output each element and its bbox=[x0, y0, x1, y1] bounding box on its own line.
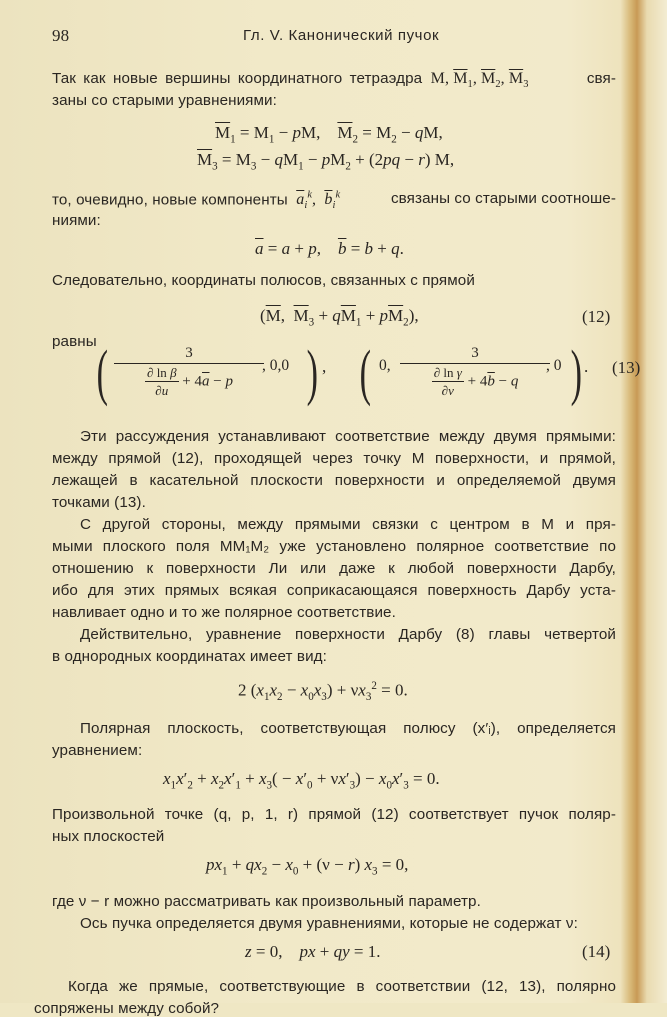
equation-b: $\overline{a} = a + p$, $\overline{b} = b + q$. bbox=[255, 239, 404, 258]
running-title: Гл. V. Канонический пучок bbox=[243, 27, 440, 44]
equation-13-left-fraction bbox=[114, 345, 264, 399]
equation-13-right-fraction bbox=[400, 345, 550, 399]
paragraph-2-line-2: ниями: bbox=[52, 212, 101, 229]
left-paren: ( bbox=[96, 339, 109, 407]
paragraph-5-line-1: Эти рассуждения устанавливают соответствие между двумя прямыми: bbox=[80, 428, 616, 445]
paragraph-8-line-2: уравнением: bbox=[52, 742, 143, 759]
right-paren: ) bbox=[306, 339, 319, 407]
period: . bbox=[584, 357, 589, 376]
paragraph-6-line-4: ибо для этих прямых всякая соприкасающаяся поверхность Дарбу уста- bbox=[52, 582, 616, 599]
paragraph-4: равны bbox=[52, 333, 97, 350]
equation-13-right-head: 0, bbox=[379, 357, 391, 374]
paragraph-1-line-1 bbox=[52, 70, 616, 90]
paragraph-9-line-1: Произвольной точке (q, p, 1, r) прямой (12) соответствует пучок поляр- bbox=[52, 806, 616, 823]
denominator: $\frac{\text{∂ ln γ}}{\partial v}$ + $4\overline{b} - q$ bbox=[433, 365, 519, 398]
equation-14: z = 0, px + qy = 1. bbox=[245, 942, 381, 961]
left-paren: ( bbox=[359, 339, 372, 407]
equation-number-12: (12) bbox=[582, 307, 611, 326]
text-run: то, очевидно, новые компоненты bbox=[52, 191, 288, 209]
equation-13-left-tail: , 0,0 bbox=[262, 357, 290, 374]
paragraph-6-line-3: отношению к поверхности Ли или даже к любой поверхности Дарбу, bbox=[52, 560, 616, 577]
equation-pencil: $px_1 + qx_2 - x_0 + (\nu - r) x_3 = 0$, bbox=[206, 855, 409, 878]
denominator: $\frac{\text{∂ ln β}}{\partial u}$ + $4\overline{a} - p$ bbox=[147, 365, 233, 398]
paragraph-8-line-1: Полярная плоскость, соответствующая полюсу (x′ᵢ), определяется bbox=[80, 720, 616, 737]
paragraph-12-line-1: Когда же прямые, соответствующие в соответствии (12, 13), полярно bbox=[68, 978, 616, 995]
paragraph-7-line-1: Действительно, уравнение поверхности Дарбу (8) главы четвертой bbox=[80, 626, 616, 643]
equation-a-line-2: $\overline{M}_3 = M_3 - qM_1 - pM_2 + (2pq - r)$ M, bbox=[197, 150, 455, 173]
paragraph-1-line-2: заны со старыми уравнениями: bbox=[52, 92, 277, 109]
text-run: Так как новые вершины координатного тетраэдра bbox=[52, 70, 423, 87]
equation-12: ($\overline{M}$, $\overline{M}_3 + q\overline{M}_1 + p\overline{M}_2$), bbox=[260, 306, 419, 329]
equation-13-right-tail: , 0 bbox=[546, 357, 562, 374]
equation-darboux: 2 $(x_1x_2 - x_0x_3) + \nu x_3^2 = 0$. bbox=[238, 680, 408, 704]
paragraph-6-line-5: навливает одно и то же полярное соответствие. bbox=[52, 604, 396, 621]
equation-number-14: (14) bbox=[582, 942, 611, 961]
paragraph-11: Ось пучка определяется двумя уравнениями, которые не содержат ν: bbox=[80, 915, 578, 932]
paragraph-9-line-2: ных плоскостей bbox=[52, 828, 165, 845]
paragraph-3: Следовательно, координаты полюсов, связанных с прямой bbox=[52, 272, 475, 289]
page-number: 98 bbox=[52, 26, 70, 45]
text-run: свя- bbox=[586, 70, 616, 87]
text-run: связаны со старыми соотноше- bbox=[390, 190, 616, 207]
paragraph-5-line-2: между прямой (12), проходящей через точку M поверхности, и прямой, bbox=[52, 450, 616, 467]
equation-a-line-1: $\overline{M}_1 = M_1$ − pM, $\overline{M}_2 = M_2$ − qM, bbox=[215, 123, 443, 146]
numerator: 3 bbox=[114, 345, 264, 364]
paragraph-12-line-2: сопряжены между собой? bbox=[34, 1000, 220, 1017]
right-paren: ) bbox=[570, 339, 583, 407]
paragraph-5-line-3: лежащей в касательной плоскости поверхности и определяемой двумя bbox=[52, 472, 616, 489]
tetrahedron-vertices: M, $\overline{M}_1$, $\overline{M}_2$, $\overline{M}_3$ bbox=[426, 70, 529, 91]
paragraph-10: где ν − r можно рассматривать как произвольный параметр. bbox=[52, 893, 481, 910]
equation-number-13: (13) bbox=[612, 358, 641, 377]
paragraph-7-line-2: в однородных координатах имеет вид: bbox=[52, 648, 327, 665]
numerator: 3 bbox=[400, 345, 550, 364]
paragraph-6-line-1: С другой стороны, между прямыми связки с центром в M и пря- bbox=[80, 516, 616, 533]
equation-polar-plane: $x_1x'_2 + x_2x'_1 + x_3( - x'_0 + \nu x'_3) - x_0x'_3 = 0$. bbox=[163, 769, 440, 792]
paragraph-5-line-4: точками (13). bbox=[52, 494, 146, 511]
paragraph-2-line-1 bbox=[52, 190, 616, 212]
paragraph-6-line-2: мыми плоского поля MM₁M₂ уже установлено полярное соответствие по bbox=[52, 538, 616, 555]
comma: , bbox=[322, 357, 327, 376]
components-a-b: $\overline{a}_i^k$, $\overline{b}_i^k$ bbox=[296, 190, 341, 212]
